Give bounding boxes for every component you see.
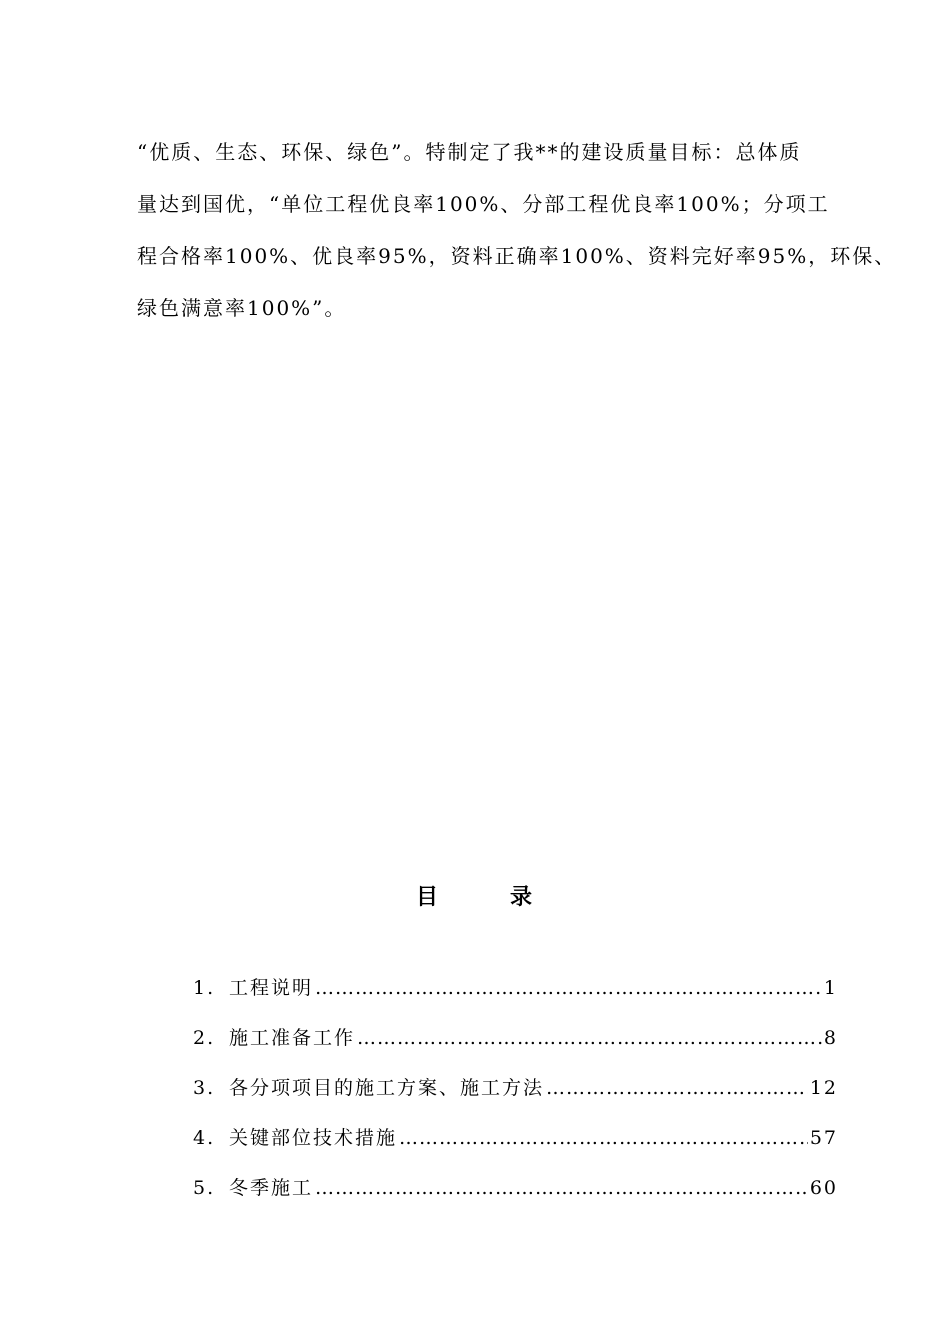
toc-entry-number: 1.	[193, 977, 216, 999]
toc-entry-number: 2.	[193, 1027, 216, 1049]
toc-entry-label: 施工准备工作	[229, 1027, 356, 1049]
toc-title-right: 录	[510, 885, 535, 910]
toc-entry[interactable]	[193, 1023, 838, 1073]
toc-entry-page: 57	[809, 1127, 838, 1149]
table-of-contents	[193, 973, 838, 1223]
toc-title-left: 目	[415, 885, 440, 910]
toc-entry-page: 1	[823, 977, 838, 999]
toc-entry-page: 60	[809, 1177, 838, 1199]
toc-entry[interactable]	[193, 973, 838, 1023]
toc-title	[0, 880, 950, 911]
toc-entry-label: 工程说明	[229, 977, 314, 999]
toc-entry-number: 3.	[193, 1077, 216, 1099]
toc-entry-label: 各分项项目的施工方案、施工方法	[229, 1077, 545, 1099]
toc-entry-label: 关键部位技术措施	[229, 1127, 398, 1149]
paragraph-line-3: 程合格率100%、优良率95%，资料正确率100%、资料完好率95%，环保、	[137, 244, 897, 268]
paragraph-line-4: 绿色满意率100%”。	[137, 296, 347, 320]
toc-entry-label: 冬季施工	[229, 1177, 314, 1199]
toc-entry[interactable]	[193, 1173, 838, 1223]
toc-leader-dots	[315, 1177, 808, 1199]
toc-entry-number: 4.	[193, 1127, 216, 1149]
body-paragraph	[137, 126, 897, 334]
toc-leader-dots	[546, 1077, 808, 1099]
toc-leader-dots	[315, 977, 822, 999]
toc-entry-page: 12	[809, 1077, 838, 1099]
toc-entry[interactable]	[193, 1123, 838, 1173]
toc-entry-number: 5.	[193, 1177, 216, 1199]
toc-entry-page: 8	[823, 1027, 838, 1049]
toc-entry[interactable]	[193, 1073, 838, 1123]
toc-leader-dots	[357, 1027, 822, 1049]
paragraph-line-2: 量达到国优，“单位工程优良率100%、分部工程优良率100%；分项工	[137, 192, 830, 216]
toc-leader-dots	[399, 1127, 808, 1149]
paragraph-line-1: “优质、生态、环保、绿色”。特制定了我**的建设质量目标：总体质	[137, 140, 802, 164]
